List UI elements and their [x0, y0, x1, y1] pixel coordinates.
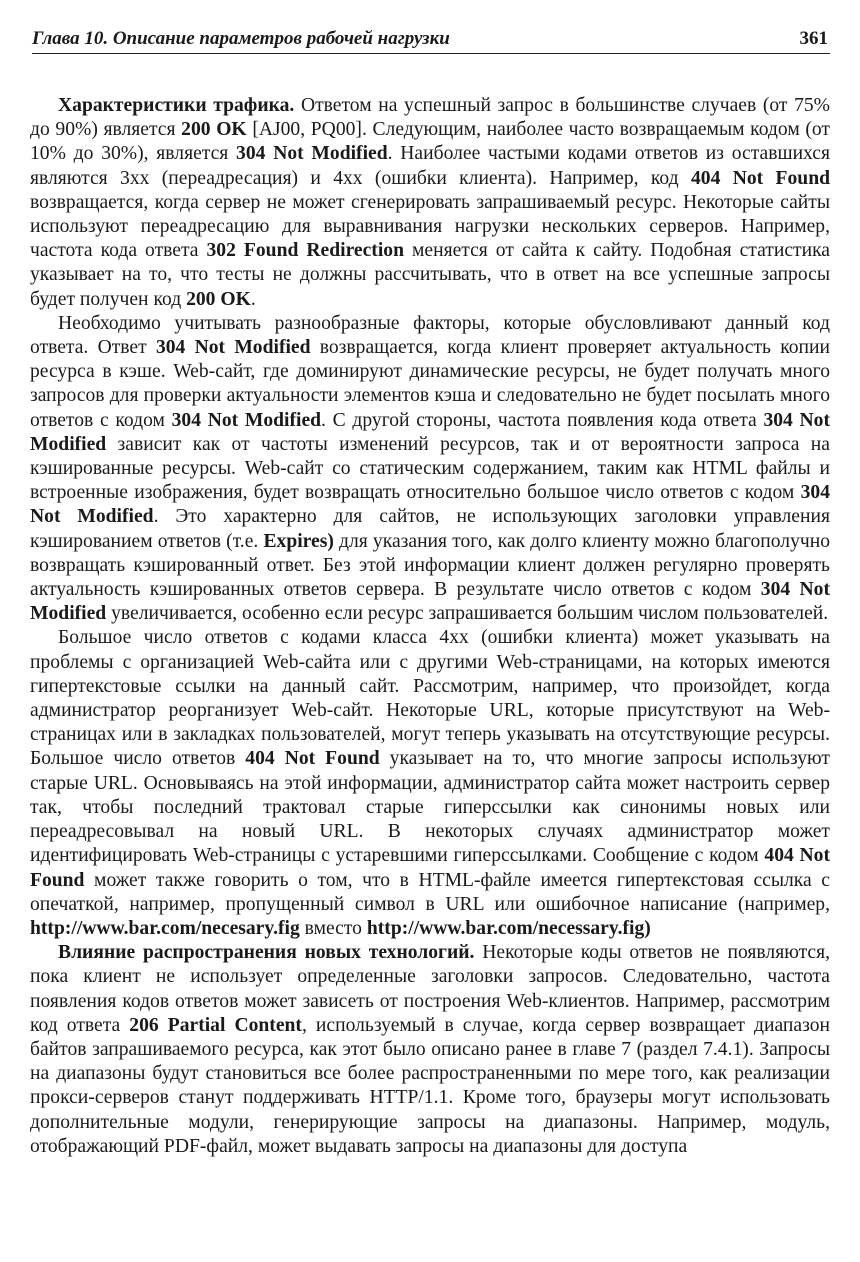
book-page: [30, 28, 830, 1159]
paragraph-response-factors: Необходимо учитывать разнообразные факторы, которые обусловливают данный код ответа. Ответ 304 Not Modified возвращается, когда клиент проверяет актуальность копии ресурса в кэше. Web-сайт, где доминируют динамические ресурсы, не будет получать много запросов для проверки актуальности элементов кэша и следовательно не будет посылать много ответов с кодом 304 Not Modified. С другой стороны, частота появления кода ответа 304 Not Modified зависит как от частоты изменений ресурсов, так и от вероятности запроса на кэшированные ресурсы. Web-сайт со статическим содержанием, таким как HTML файлы и встроенные изображения, будет возвращать относительно большое число ответов с кодом 304 Not Modified. Это характерно для сайтов, не использующих заголовки управления кэшированием ответов (т.е. Expires) для указания того, как долго клиенту можно благополучно возвращать кэшированный ответ. Без этой информации клиент должен регулярно проверять актуальность кэшированных ответов сервера. В результате число ответов с кодом 304 Not Modified увеличивается, особенно если ресурс запрашивается большим числом пользователей.: [30, 312, 830, 625]
paragraph-new-technologies: Влияние распространения новых технологий. Некоторые коды ответов не появляются, пока клиент не использует определенные заголовки запросов. Следовательно, частота появления кодов ответов может зависеть от построения Web-клиентов. Например, рассмотрим код ответа 206 Partial Content, используемый в случае, когда сервер возвращает диапазон байтов запрашиваемого ресурса, как этот было описано ранее в главе 7 (раздел 7.4.1). Запросы на диапазоны будут становиться все более распространенными по мере того, как реализации прокси-серверов станут поддерживать HTTP/1.1. Кроме того, браузеры могут использовать дополнительные модули, генерирующие запросы на диапазоны. Например, модуль, отображающий PDF-файл, может выдавать запросы на диапазоны для доступа: [30, 942, 830, 1157]
page-number: 361: [799, 28, 828, 49]
paragraph-heading: Влияние распространения новых технологий.: [58, 942, 475, 964]
chapter-title: Глава 10. Описание параметров рабочей нагрузки: [32, 28, 450, 49]
paragraph-traffic-characteristics: Характеристики трафика. Ответом на успешный запрос в большинстве случаев (от 75% до 90%) является 200 OK [AJ00, PQ00]. Следующим, наиболее часто возвращаемым кодом (от 10% до 30%), является 304 Not Modified. Наиболее частыми кодами ответов из оставшихся являются 3xx (переадресация) и 4xx (ошибки клиента). Например, код 404 Not Found возвращается, когда сервер не может сгенерировать запрашиваемый ресурс. Некоторые сайты используют переадресацию для выравнивания нагрузки нескольких серверов. Например, частота кода ответа 302 Found Redirection меняется от сайта к сайту. Подобная статистика указывает на то, что тесты не должны рассчитывать, что в ответ на все успешные запросы будет получен код 200 OK.: [30, 95, 830, 310]
running-header: [32, 28, 830, 54]
paragraph-client-errors: Большое число ответов с кодами класса 4xx (ошибки клиента) может указывать на проблемы с организацией Web-сайта или с другими Web-страницами, на которых имеются гипертекстовые ссылки на данный сайт. Рассмотрим, например, что произойдет, когда администратор реорганизует Web-сайт. Некоторые URL, которые присутствуют на Web-страницах или в закладках пользователей, могут теперь указывать на отсутствующие ресурсы. Большое число ответов 404 Not Found указывает на то, что многие запросы используют старые URL. Основываясь на этой информации, администратор сайта может настроить сервер так, чтобы последний трактовал старые гиперссылки как синонимы новых или переадресовывал на новый URL. В некоторых случаях администратор может идентифицировать Web-страницы с устаревшими гиперссылками. Сообщение с кодом 404 Not Found может также говорить о том, что в HTML-файле имеется гипертекстовая ссылка с опечаткой, например, пропущенный символ в URL или ошибочное написание (например, http://www.bar.com/necesary.fig вместо http://www.bar.com/necessary.fig): [30, 627, 830, 939]
paragraph-heading: Характеристики трафика.: [58, 95, 295, 116]
body-text: [30, 94, 830, 1159]
